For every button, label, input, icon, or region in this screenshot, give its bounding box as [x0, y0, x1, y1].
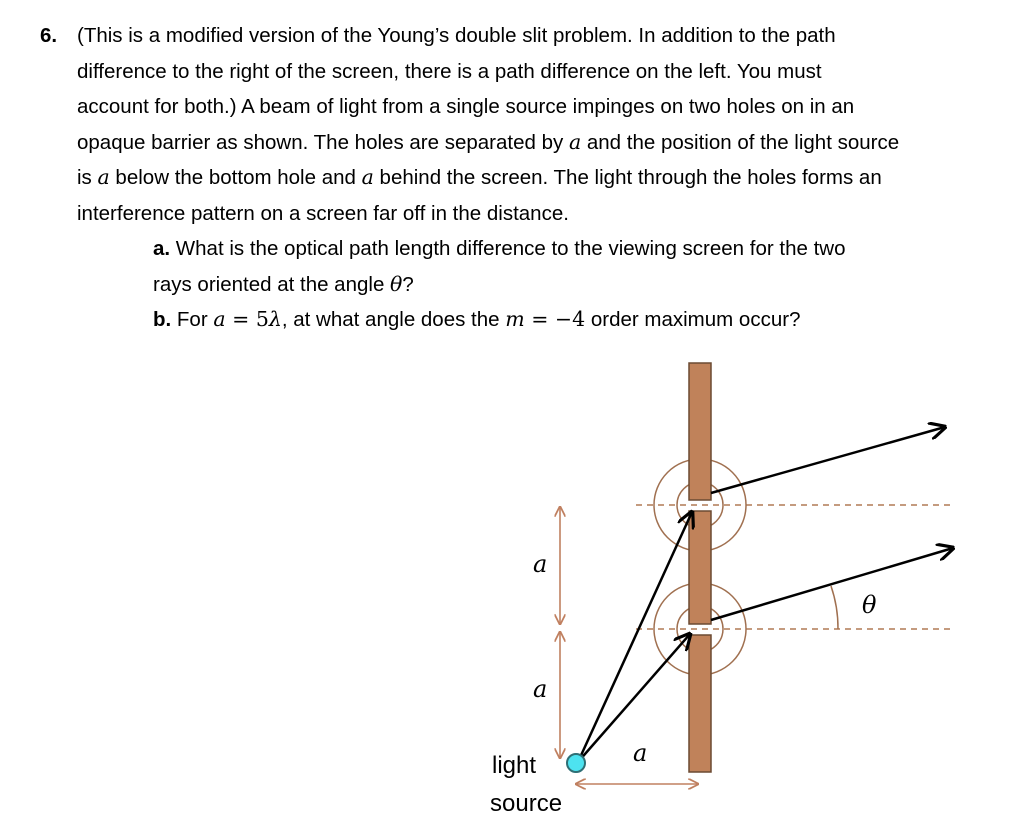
text-segment: For — [171, 308, 214, 331]
label-light: light — [492, 752, 537, 779]
part-a-label: a. — [153, 237, 171, 260]
text-segment: below the bottom hole and — [109, 166, 362, 189]
barrier-middle-segment — [689, 511, 711, 624]
part-a-end: ? — [402, 272, 414, 296]
equation-part: = −4 — [524, 307, 586, 331]
label-a-lower: a — [533, 675, 548, 703]
label-a-horizontal: a — [633, 739, 648, 767]
text-segment: is — [77, 166, 98, 189]
text-segment: order maximum occur? — [585, 308, 801, 331]
var-lambda: λ — [268, 307, 282, 331]
problem-number: 6. — [40, 24, 58, 47]
theta-arc — [831, 586, 838, 629]
part-a-text: What is the optical path length difference to the viewing screen for the two — [170, 237, 846, 260]
part-a-text: rays oriented at the angle — [153, 272, 391, 296]
text-segment: , at what angle does the — [281, 308, 506, 331]
barrier-top-segment — [689, 363, 711, 500]
text-segment: and the position of the light source — [581, 130, 900, 154]
var-a: a — [361, 165, 374, 189]
label-a-upper: a — [533, 550, 548, 578]
paragraph-text: (This is a modified version of the Young’s double slit problem. In addition to the path — [77, 24, 836, 47]
var-a: a — [213, 307, 226, 331]
var-theta: θ — [390, 271, 403, 296]
ray-upper-outgoing — [711, 427, 945, 493]
label-theta: θ — [862, 591, 877, 619]
text-segment: opaque barrier as shown. The holes are separated by — [77, 130, 569, 154]
equation-part: = 5 — [225, 307, 269, 331]
part-b-label: b. — [153, 308, 172, 331]
label-source: source — [490, 790, 563, 817]
var-a: a — [97, 165, 110, 189]
problem-line-2: difference to the right of the screen, there is a path difference on the left. You must — [77, 59, 822, 83]
problem-line-6: interference pattern on a screen far off in the distance. — [77, 201, 569, 225]
ray-source-to-upper-hole — [578, 512, 692, 762]
var-a: a — [568, 129, 582, 154]
var-m: m — [505, 307, 525, 331]
text-segment: behind the screen. The light through the holes forms an — [373, 166, 882, 189]
light-source-icon — [567, 754, 585, 772]
barrier-bottom-segment — [689, 635, 711, 772]
ray-lower-outgoing — [711, 548, 953, 620]
problem-line-3: account for both.) A beam of light from a single source impinges on two holes on in an — [77, 95, 855, 118]
